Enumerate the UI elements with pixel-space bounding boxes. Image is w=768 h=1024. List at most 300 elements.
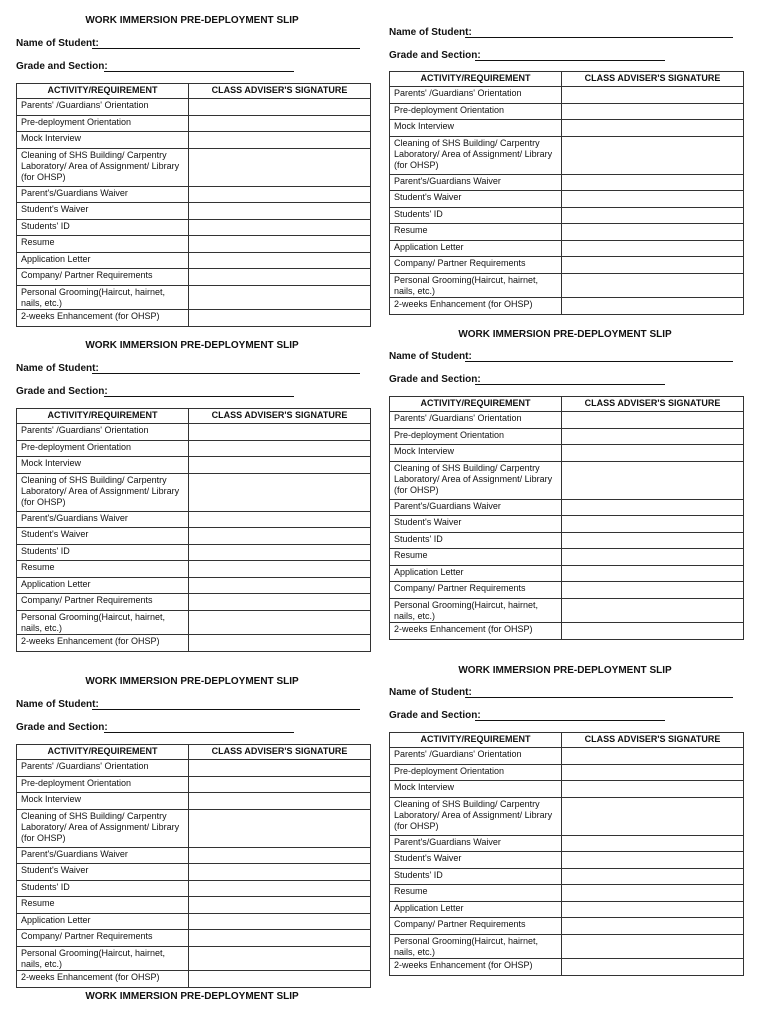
signature-cell[interactable]: [562, 918, 744, 935]
requirement-label: Parent's/Guardians Waiver: [394, 176, 501, 186]
requirement-label: Company/ Partner Requirements: [394, 583, 526, 593]
name-of-student-field[interactable]: [389, 350, 743, 363]
signature-cell[interactable]: [562, 191, 744, 208]
requirement-label: Mock Interview: [394, 782, 455, 792]
table-row: [17, 914, 371, 930]
signature-cell[interactable]: [562, 623, 744, 640]
table-row: [17, 971, 371, 988]
table-header-row: [390, 397, 744, 412]
requirement-cell: [17, 286, 189, 310]
signature-cell[interactable]: [189, 220, 371, 236]
requirement-cell: [17, 310, 189, 327]
requirement-cell: [390, 516, 562, 533]
table-row: [17, 930, 371, 947]
table-row: [17, 203, 371, 220]
signature-cell[interactable]: [189, 777, 371, 793]
requirement-label: Pre-deployment Orientation: [394, 766, 505, 776]
signature-cell[interactable]: [562, 885, 744, 902]
requirement-cell: [17, 253, 189, 269]
requirement-cell: [17, 635, 189, 652]
signature-cell[interactable]: [562, 836, 744, 852]
requirement-cell: [17, 441, 189, 457]
requirement-label: Mock Interview: [394, 446, 455, 456]
signature-cell[interactable]: [189, 578, 371, 594]
requirement-label: Company/ Partner Requirements: [21, 931, 153, 941]
signature-cell[interactable]: [562, 582, 744, 599]
requirement-label: 2-weeks Enhancement (for OHSP): [21, 311, 160, 321]
signature-cell[interactable]: [189, 810, 371, 848]
signature-cell[interactable]: [562, 935, 744, 959]
table-row: [17, 149, 371, 187]
signature-cell[interactable]: [189, 864, 371, 881]
signature-cell[interactable]: [189, 149, 371, 187]
requirement-label: Cleaning of SHS Building/ Carpentry Laboratory/ Area of Assignment/ Library (for OHSP): [21, 150, 180, 182]
signature-cell[interactable]: [562, 175, 744, 191]
requirement-label: Students' ID: [21, 546, 70, 556]
column-header-activity: ACTIVITY/REQUIREMENT: [17, 745, 189, 760]
signature-cell[interactable]: [562, 869, 744, 885]
table-row: [17, 848, 371, 864]
signature-cell[interactable]: [189, 116, 371, 132]
requirement-cell: [390, 298, 562, 315]
signature-cell[interactable]: [562, 852, 744, 869]
signature-cell[interactable]: [562, 781, 744, 798]
signature-cell[interactable]: [189, 635, 371, 652]
grade-section-field[interactable]: [389, 373, 743, 386]
signature-cell[interactable]: [562, 902, 744, 918]
signature-cell[interactable]: [189, 424, 371, 441]
requirement-label: Cleaning of SHS Building/ Carpentry Laboratory/ Area of Assignment/ Library (for OHSP): [21, 811, 180, 843]
slip-title: WORK IMMERSION PRE-DEPLOYMENT SLIP: [458, 665, 672, 676]
requirement-label: Cleaning of SHS Building/ Carpentry Laboratory/ Area of Assignment/ Library (for OHSP): [394, 463, 553, 495]
table-row: [390, 765, 744, 781]
signature-cell[interactable]: [189, 545, 371, 561]
requirement-cell: [390, 935, 562, 959]
requirement-label: Student's Waiver: [21, 529, 89, 539]
requirement-label: Resume: [21, 562, 55, 572]
requirement-cell: [390, 623, 562, 640]
name-of-student-field[interactable]: [16, 37, 370, 50]
requirement-label: Resume: [21, 237, 55, 247]
column-header-signature: CLASS ADVISER'S SIGNATURE: [562, 72, 744, 87]
requirement-cell: [17, 512, 189, 528]
requirements-table: [16, 83, 371, 327]
requirement-label: Pre-deployment Orientation: [394, 430, 505, 440]
signature-cell[interactable]: [189, 457, 371, 474]
table-row: [17, 424, 371, 441]
table-row: [17, 132, 371, 149]
signature-cell[interactable]: [562, 257, 744, 274]
requirement-label: Application Letter: [21, 915, 91, 925]
requirement-label: Personal Grooming(Haircut, hairnet, nails, etc.): [394, 275, 539, 296]
signature-cell[interactable]: [562, 241, 744, 257]
signature-cell[interactable]: [562, 120, 744, 137]
requirement-cell: [17, 971, 189, 988]
requirement-label: Parents' /Guardians' Orientation: [394, 749, 522, 759]
signature-cell[interactable]: [562, 429, 744, 445]
signature-cell[interactable]: [562, 412, 744, 429]
signature-cell[interactable]: [562, 208, 744, 224]
requirement-cell: [17, 132, 189, 149]
requirement-label: Pre-deployment Orientation: [394, 105, 505, 115]
table-row: [390, 748, 744, 765]
requirement-label: 2-weeks Enhancement (for OHSP): [21, 972, 160, 982]
signature-cell[interactable]: [189, 187, 371, 203]
table-row: [17, 269, 371, 286]
requirement-cell: [390, 885, 562, 902]
requirement-label: Mock Interview: [21, 133, 82, 143]
requirement-cell: [390, 120, 562, 137]
table-row: [17, 528, 371, 545]
table-row: [390, 137, 744, 175]
signature-cell[interactable]: [189, 760, 371, 777]
table-row: [390, 582, 744, 599]
slip-left-2: [16, 339, 370, 655]
signature-cell[interactable]: [562, 533, 744, 549]
requirement-label: Company/ Partner Requirements: [21, 270, 153, 280]
table-row: [390, 781, 744, 798]
requirement-cell: [17, 149, 189, 187]
table-row: [17, 881, 371, 897]
name-of-student-label: Name of Student:: [16, 363, 99, 374]
table-row: [390, 566, 744, 582]
grade-section-field[interactable]: [16, 385, 370, 398]
signature-cell[interactable]: [189, 512, 371, 528]
signature-cell[interactable]: [189, 269, 371, 286]
name-of-student-label: Name of Student:: [16, 38, 99, 49]
table-row: [390, 87, 744, 104]
table-row: [390, 120, 744, 137]
requirement-cell: [17, 793, 189, 810]
slip-left-1: [16, 14, 370, 330]
requirement-label: 2-weeks Enhancement (for OHSP): [394, 299, 533, 309]
requirement-label: Student's Waiver: [21, 865, 89, 875]
requirement-cell: [390, 836, 562, 852]
requirement-label: 2-weeks Enhancement (for OHSP): [21, 636, 160, 646]
signature-cell[interactable]: [562, 462, 744, 500]
grade-section-label: Grade and Section:: [389, 50, 481, 61]
name-of-student-label: Name of Student:: [389, 27, 472, 38]
table-row: [390, 798, 744, 836]
table-row: [17, 777, 371, 793]
signature-cell[interactable]: [562, 566, 744, 582]
requirement-label: Student's Waiver: [394, 517, 462, 527]
signature-cell[interactable]: [189, 947, 371, 971]
signature-cell[interactable]: [562, 748, 744, 765]
grade-section-line[interactable]: [104, 71, 294, 72]
table-row: [17, 253, 371, 269]
slip-right-2: [389, 328, 743, 644]
requirement-label: Resume: [21, 898, 55, 908]
column-header-activity: ACTIVITY/REQUIREMENT: [390, 72, 562, 87]
table-row: [390, 533, 744, 549]
requirement-label: Application Letter: [21, 579, 91, 589]
requirement-label: Parents' /Guardians' Orientation: [394, 88, 522, 98]
grade-section-field[interactable]: [389, 709, 743, 722]
signature-cell[interactable]: [562, 87, 744, 104]
table-row: [390, 429, 744, 445]
requirement-label: Parents' /Guardians' Orientation: [21, 761, 149, 771]
table-row: [390, 208, 744, 224]
table-row: [390, 224, 744, 241]
requirement-cell: [17, 594, 189, 611]
column-header-activity: ACTIVITY/REQUIREMENT: [390, 397, 562, 412]
signature-cell[interactable]: [189, 528, 371, 545]
signature-cell[interactable]: [189, 99, 371, 116]
requirement-cell: [17, 99, 189, 116]
table-row: [17, 611, 371, 635]
grade-section-line[interactable]: [104, 396, 294, 397]
requirement-label: Student's Waiver: [394, 853, 462, 863]
slip-title-bottom: WORK IMMERSION PRE-DEPLOYMENT SLIP: [85, 991, 299, 1002]
table-row: [17, 310, 371, 327]
table-row: [17, 594, 371, 611]
requirement-label: Parent's/Guardians Waiver: [394, 837, 501, 847]
name-of-student-line[interactable]: [465, 37, 733, 38]
signature-cell[interactable]: [189, 881, 371, 897]
requirement-cell: [390, 798, 562, 836]
requirement-cell: [17, 810, 189, 848]
requirement-cell: [390, 748, 562, 765]
table-row: [17, 760, 371, 777]
requirement-label: Parents' /Guardians' Orientation: [21, 100, 149, 110]
requirement-cell: [17, 528, 189, 545]
column-header-signature: CLASS ADVISER'S SIGNATURE: [189, 84, 371, 99]
signature-cell[interactable]: [562, 137, 744, 175]
grade-section-line[interactable]: [475, 720, 665, 721]
requirement-label: Students' ID: [394, 870, 443, 880]
requirement-cell: [390, 869, 562, 885]
requirement-label: Student's Waiver: [394, 192, 462, 202]
signature-cell[interactable]: [189, 897, 371, 914]
table-row: [390, 191, 744, 208]
signature-cell[interactable]: [189, 561, 371, 578]
requirement-cell: [390, 429, 562, 445]
table-row: [17, 864, 371, 881]
requirement-cell: [390, 191, 562, 208]
requirement-cell: [390, 533, 562, 549]
requirement-cell: [390, 104, 562, 120]
requirements-table: [389, 396, 744, 640]
table-row: [17, 897, 371, 914]
requirement-label: Mock Interview: [394, 121, 455, 131]
name-of-student-field[interactable]: [389, 26, 743, 39]
requirement-cell: [17, 760, 189, 777]
table-row: [390, 412, 744, 429]
signature-cell[interactable]: [189, 914, 371, 930]
requirement-cell: [390, 902, 562, 918]
requirement-cell: [390, 257, 562, 274]
name-of-student-line[interactable]: [465, 697, 733, 698]
slip-title: WORK IMMERSION PRE-DEPLOYMENT SLIP: [85, 340, 299, 351]
signature-cell[interactable]: [189, 236, 371, 253]
requirement-label: Student's Waiver: [21, 204, 89, 214]
requirement-label: 2-weeks Enhancement (for OHSP): [394, 624, 533, 634]
requirement-label: Students' ID: [21, 882, 70, 892]
name-of-student-line[interactable]: [92, 373, 360, 374]
name-of-student-field[interactable]: [16, 698, 370, 711]
requirement-cell: [390, 137, 562, 175]
requirement-cell: [17, 947, 189, 971]
requirement-label: 2-weeks Enhancement (for OHSP): [394, 960, 533, 970]
signature-cell[interactable]: [189, 848, 371, 864]
table-row: [17, 947, 371, 971]
requirement-cell: [390, 274, 562, 298]
requirement-cell: [17, 578, 189, 594]
slip-title: WORK IMMERSION PRE-DEPLOYMENT SLIP: [85, 15, 299, 26]
requirement-label: Cleaning of SHS Building/ Carpentry Laboratory/ Area of Assignment/ Library (for OHSP): [21, 475, 180, 507]
requirement-cell: [390, 412, 562, 429]
requirement-cell: [17, 203, 189, 220]
requirement-cell: [390, 241, 562, 257]
name-of-student-line[interactable]: [465, 361, 733, 362]
requirement-cell: [17, 116, 189, 132]
requirement-label: Students' ID: [21, 221, 70, 231]
requirement-label: Parent's/Guardians Waiver: [21, 513, 128, 523]
name-of-student-label: Name of Student:: [16, 699, 99, 710]
grade-section-field[interactable]: [389, 49, 743, 62]
slip-right-3: [389, 664, 743, 980]
grade-section-label: Grade and Section:: [16, 61, 108, 72]
slip-left-3: [16, 675, 370, 991]
table-row: [390, 935, 744, 959]
grade-section-label: Grade and Section:: [389, 374, 481, 385]
requirement-cell: [390, 175, 562, 191]
requirement-cell: [390, 500, 562, 516]
requirement-cell: [390, 765, 562, 781]
signature-cell[interactable]: [189, 971, 371, 988]
requirement-label: Resume: [394, 886, 428, 896]
table-row: [17, 236, 371, 253]
signature-cell[interactable]: [189, 474, 371, 512]
requirement-label: Students' ID: [394, 209, 443, 219]
grade-section-field[interactable]: [16, 60, 370, 73]
requirement-label: Application Letter: [394, 242, 464, 252]
column-header-signature: CLASS ADVISER'S SIGNATURE: [189, 745, 371, 760]
name-of-student-field[interactable]: [16, 362, 370, 375]
requirement-label: Parent's/Guardians Waiver: [394, 501, 501, 511]
requirement-cell: [17, 220, 189, 236]
signature-cell[interactable]: [562, 959, 744, 976]
signature-cell[interactable]: [189, 253, 371, 269]
requirement-cell: [17, 881, 189, 897]
requirements-table: [16, 408, 371, 652]
requirement-label: Cleaning of SHS Building/ Carpentry Laboratory/ Area of Assignment/ Library (for OHSP): [394, 138, 553, 170]
table-row: [390, 902, 744, 918]
grade-section-label: Grade and Section:: [389, 710, 481, 721]
slip-title: WORK IMMERSION PRE-DEPLOYMENT SLIP: [85, 676, 299, 687]
name-of-student-label: Name of Student:: [389, 351, 472, 362]
requirement-cell: [17, 474, 189, 512]
signature-cell[interactable]: [189, 594, 371, 611]
requirement-label: Resume: [394, 225, 428, 235]
grade-section-line[interactable]: [104, 732, 294, 733]
requirement-label: Personal Grooming(Haircut, hairnet, nails, etc.): [394, 936, 539, 957]
name-of-student-line[interactable]: [92, 709, 360, 710]
table-row: [390, 918, 744, 935]
signature-cell[interactable]: [562, 224, 744, 241]
requirement-cell: [17, 424, 189, 441]
table-row: [17, 187, 371, 203]
table-row: [390, 104, 744, 120]
grade-section-label: Grade and Section:: [16, 386, 108, 397]
table-row: [17, 457, 371, 474]
table-row: [17, 545, 371, 561]
requirement-label: Application Letter: [394, 903, 464, 913]
requirement-label: Resume: [394, 550, 428, 560]
requirement-cell: [390, 224, 562, 241]
requirement-label: Pre-deployment Orientation: [21, 778, 132, 788]
signature-cell[interactable]: [189, 441, 371, 457]
signature-cell[interactable]: [562, 500, 744, 516]
signature-cell[interactable]: [189, 793, 371, 810]
signature-cell[interactable]: [562, 298, 744, 315]
requirement-cell: [17, 236, 189, 253]
table-row: [390, 869, 744, 885]
requirement-label: Parent's/Guardians Waiver: [21, 849, 128, 859]
requirement-cell: [17, 561, 189, 578]
signature-cell[interactable]: [562, 104, 744, 120]
table-header-row: [17, 84, 371, 99]
table-row: [390, 241, 744, 257]
name-of-student-line[interactable]: [92, 48, 360, 49]
requirements-table: [16, 744, 371, 988]
requirement-cell: [17, 864, 189, 881]
table-header-row: [390, 72, 744, 87]
signature-cell[interactable]: [562, 274, 744, 298]
signature-cell[interactable]: [189, 132, 371, 149]
column-header-signature: CLASS ADVISER'S SIGNATURE: [562, 733, 744, 748]
signature-cell[interactable]: [562, 765, 744, 781]
table-row: [17, 578, 371, 594]
signature-cell[interactable]: [189, 286, 371, 310]
grade-section-field[interactable]: [16, 721, 370, 734]
requirement-cell: [390, 599, 562, 623]
table-header-row: [17, 745, 371, 760]
name-of-student-field[interactable]: [389, 686, 743, 699]
column-header-activity: ACTIVITY/REQUIREMENT: [390, 733, 562, 748]
requirement-cell: [390, 959, 562, 976]
requirement-label: Mock Interview: [21, 458, 82, 468]
grade-section-line[interactable]: [475, 384, 665, 385]
signature-cell[interactable]: [562, 798, 744, 836]
requirements-table: [389, 732, 744, 976]
table-row: [390, 175, 744, 191]
slip-title: WORK IMMERSION PRE-DEPLOYMENT SLIP: [458, 329, 672, 340]
requirement-label: Students' ID: [394, 534, 443, 544]
signature-cell[interactable]: [189, 203, 371, 220]
signature-cell[interactable]: [189, 930, 371, 947]
table-row: [17, 286, 371, 310]
grade-section-line[interactable]: [475, 60, 665, 61]
signature-cell[interactable]: [189, 611, 371, 635]
table-row: [17, 810, 371, 848]
signature-cell[interactable]: [562, 516, 744, 533]
requirement-label: Personal Grooming(Haircut, hairnet, nails, etc.): [21, 948, 166, 969]
signature-cell[interactable]: [562, 445, 744, 462]
signature-cell[interactable]: [562, 599, 744, 623]
table-row: [17, 793, 371, 810]
table-row: [17, 474, 371, 512]
requirement-cell: [390, 781, 562, 798]
table-row: [390, 959, 744, 976]
signature-cell[interactable]: [562, 549, 744, 566]
requirement-cell: [17, 187, 189, 203]
signature-cell[interactable]: [189, 310, 371, 327]
requirement-cell: [390, 87, 562, 104]
requirement-cell: [390, 918, 562, 935]
table-row: [17, 220, 371, 236]
